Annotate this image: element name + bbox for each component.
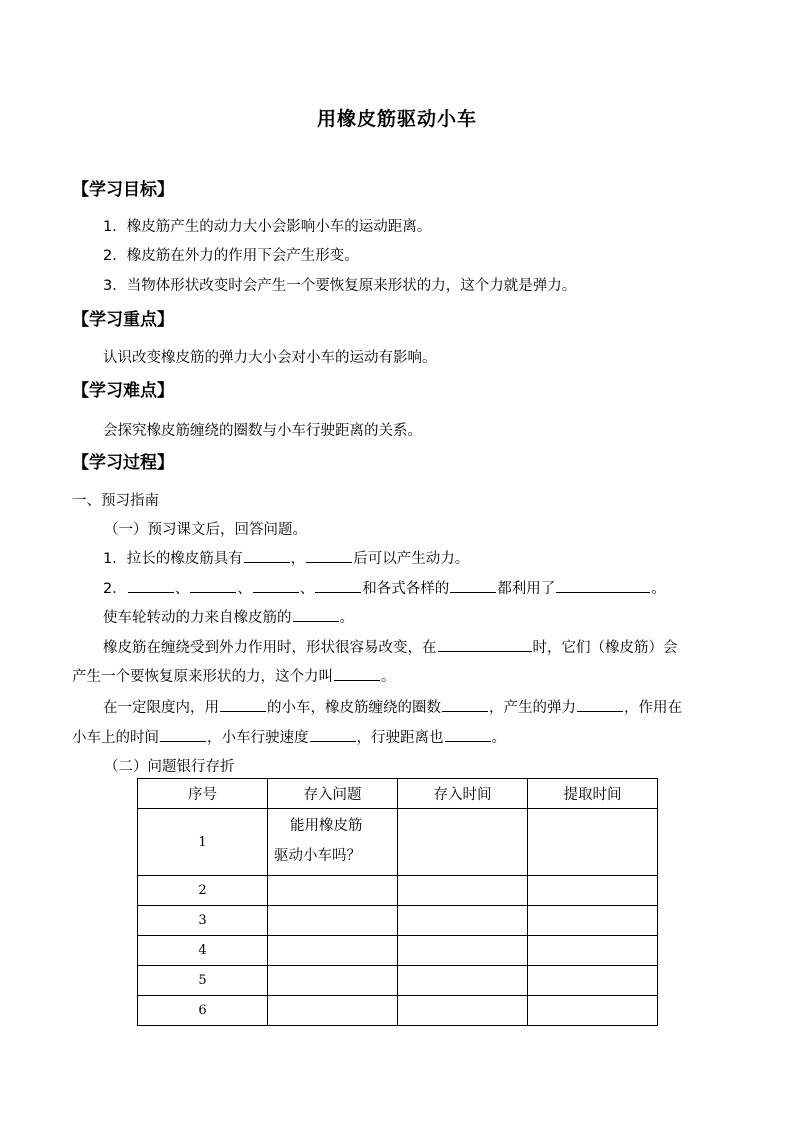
deposit-time-cell[interactable]: [398, 906, 528, 936]
answer-blank[interactable]: [334, 666, 380, 681]
deposit-time-cell[interactable]: [398, 809, 528, 876]
question-cell[interactable]: [268, 936, 398, 966]
goal-item-3: 3．当物体形状改变时会产生一个要恢复原来形状的力，这个力就是弹力。: [103, 278, 577, 294]
difficulty-text: 会探究橡皮筋缠绕的圈数与小车行驶距离的关系。: [103, 423, 422, 439]
question-cell[interactable]: [268, 996, 398, 1026]
answer-blank[interactable]: [253, 578, 299, 593]
separator: 、: [299, 581, 315, 597]
answer-blank[interactable]: [306, 548, 352, 563]
table-row: [138, 996, 658, 1026]
goals-heading: 【学习目标】: [72, 180, 174, 200]
question-text-line-2: 驱动小车吗？: [274, 848, 361, 864]
question-4-line-1: [103, 637, 678, 659]
question-3-text-a: 使车轮转动的力来自橡皮筋的: [103, 610, 292, 626]
withdraw-time-cell[interactable]: [528, 966, 658, 996]
question-5-text-e: 小车上的时间: [72, 730, 159, 746]
question-4-text-b: 时，它们（橡皮筋）会: [532, 640, 678, 656]
answer-blank[interactable]: [190, 578, 236, 593]
question-5-text-b: 的小车，橡皮筋缠绕的圈数: [267, 700, 441, 716]
goal-item-2: 2．橡皮筋在外力的作用下会产生形变。: [103, 248, 359, 264]
question-cell[interactable]: [268, 906, 398, 936]
question-2-text-d: 。: [651, 581, 666, 597]
answer-blank[interactable]: [450, 578, 496, 593]
answer-blank[interactable]: [442, 697, 488, 712]
column-header-question: 存入问题: [268, 779, 398, 809]
question-3-text-b: 。: [339, 610, 354, 626]
withdraw-time-cell[interactable]: [528, 809, 658, 876]
table-row: [138, 876, 658, 906]
question-text-line-1: 能用橡皮筋: [290, 818, 363, 834]
column-header-number: 序号: [138, 779, 268, 809]
key-heading: 【学习重点】: [72, 310, 174, 330]
question-1: [103, 548, 469, 570]
question-5-text-h: 。: [491, 730, 506, 746]
question-cell[interactable]: [268, 876, 398, 906]
question-5-line-2: [72, 727, 506, 749]
withdraw-time-cell[interactable]: [528, 996, 658, 1026]
answer-blank[interactable]: [220, 697, 266, 712]
withdraw-time-cell[interactable]: [528, 876, 658, 906]
question-1-text-b: ，: [290, 551, 306, 567]
answer-blank[interactable]: [310, 727, 356, 742]
question-1-text-c: 后可以产生动力。: [353, 551, 470, 567]
question-2-text-b: 和各式各样的: [362, 581, 450, 597]
deposit-time-cell[interactable]: [398, 876, 528, 906]
question-2-text-a: 2．: [103, 581, 127, 597]
question-5-text-g: ，行驶距离也: [356, 730, 444, 746]
row-number: 1: [138, 809, 268, 876]
question-1-text-a: 1．拉长的橡皮筋具有: [103, 551, 243, 567]
table-row: [138, 906, 658, 936]
answer-blank[interactable]: [293, 607, 339, 622]
answer-blank[interactable]: [556, 578, 650, 593]
table-row: [138, 966, 658, 996]
question-5-text-c: ，产生的弹力: [489, 700, 576, 716]
withdraw-time-cell[interactable]: [528, 906, 658, 936]
question-bank-table: [137, 778, 658, 1026]
question-5-text-a: 在一定限度内，用: [103, 700, 219, 716]
answer-blank[interactable]: [160, 727, 206, 742]
row-number: 3: [138, 906, 268, 936]
page-title: 用橡皮筋驱动小车: [316, 108, 477, 130]
row-number: 2: [138, 876, 268, 906]
deposit-time-cell[interactable]: [398, 966, 528, 996]
question-3: [103, 607, 354, 629]
answer-blank[interactable]: [244, 548, 290, 563]
deposit-time-cell[interactable]: [398, 996, 528, 1026]
section-preview-guide: 一、预习指南: [72, 493, 159, 509]
withdraw-time-cell[interactable]: [528, 936, 658, 966]
table-row: [138, 936, 658, 966]
row-number: 4: [138, 936, 268, 966]
answer-blank[interactable]: [577, 697, 623, 712]
goal-item-1: 1．橡皮筋产生的动力大小会影响小车的运动距离。: [103, 219, 432, 235]
table-row: [138, 809, 658, 876]
row-number: 6: [138, 996, 268, 1026]
question-cell[interactable]: [268, 809, 398, 876]
question-5-line-1: [103, 697, 682, 719]
answer-blank[interactable]: [438, 637, 532, 652]
question-5-text-f: ，小车行驶速度: [207, 730, 309, 746]
question-4-text-a: 橡皮筋在缠绕受到外力作用时，形状很容易改变，在: [103, 640, 437, 656]
question-4-text-d: 。: [381, 669, 396, 685]
subsection-2: （二）问题银行存折: [104, 759, 235, 775]
answer-blank[interactable]: [315, 578, 361, 593]
table-header-row: [138, 779, 658, 809]
separator: 、: [174, 581, 190, 597]
question-2-text-c: 都利用了: [497, 581, 556, 597]
subsection-1: （一）预习课文后，回答问题。: [104, 522, 307, 538]
process-heading: 【学习过程】: [72, 453, 174, 473]
question-2: [103, 578, 666, 600]
column-header-deposit-time: 存入时间: [398, 779, 528, 809]
question-4-text-c: 产生一个要恢复原来形状的力，这个力叫: [72, 669, 333, 685]
difficulty-heading: 【学习难点】: [72, 381, 174, 401]
question-4-line-2: [72, 666, 396, 688]
answer-blank[interactable]: [128, 578, 174, 593]
key-text: 认识改变橡皮筋的弹力大小会对小车的运动有影响。: [103, 350, 437, 366]
column-header-withdraw-time: 提取时间: [528, 779, 658, 809]
deposit-time-cell[interactable]: [398, 936, 528, 966]
separator: 、: [237, 581, 252, 597]
row-number: 5: [138, 966, 268, 996]
question-cell[interactable]: [268, 966, 398, 996]
question-5-text-d: ，作用在: [624, 700, 682, 716]
answer-blank[interactable]: [445, 727, 491, 742]
